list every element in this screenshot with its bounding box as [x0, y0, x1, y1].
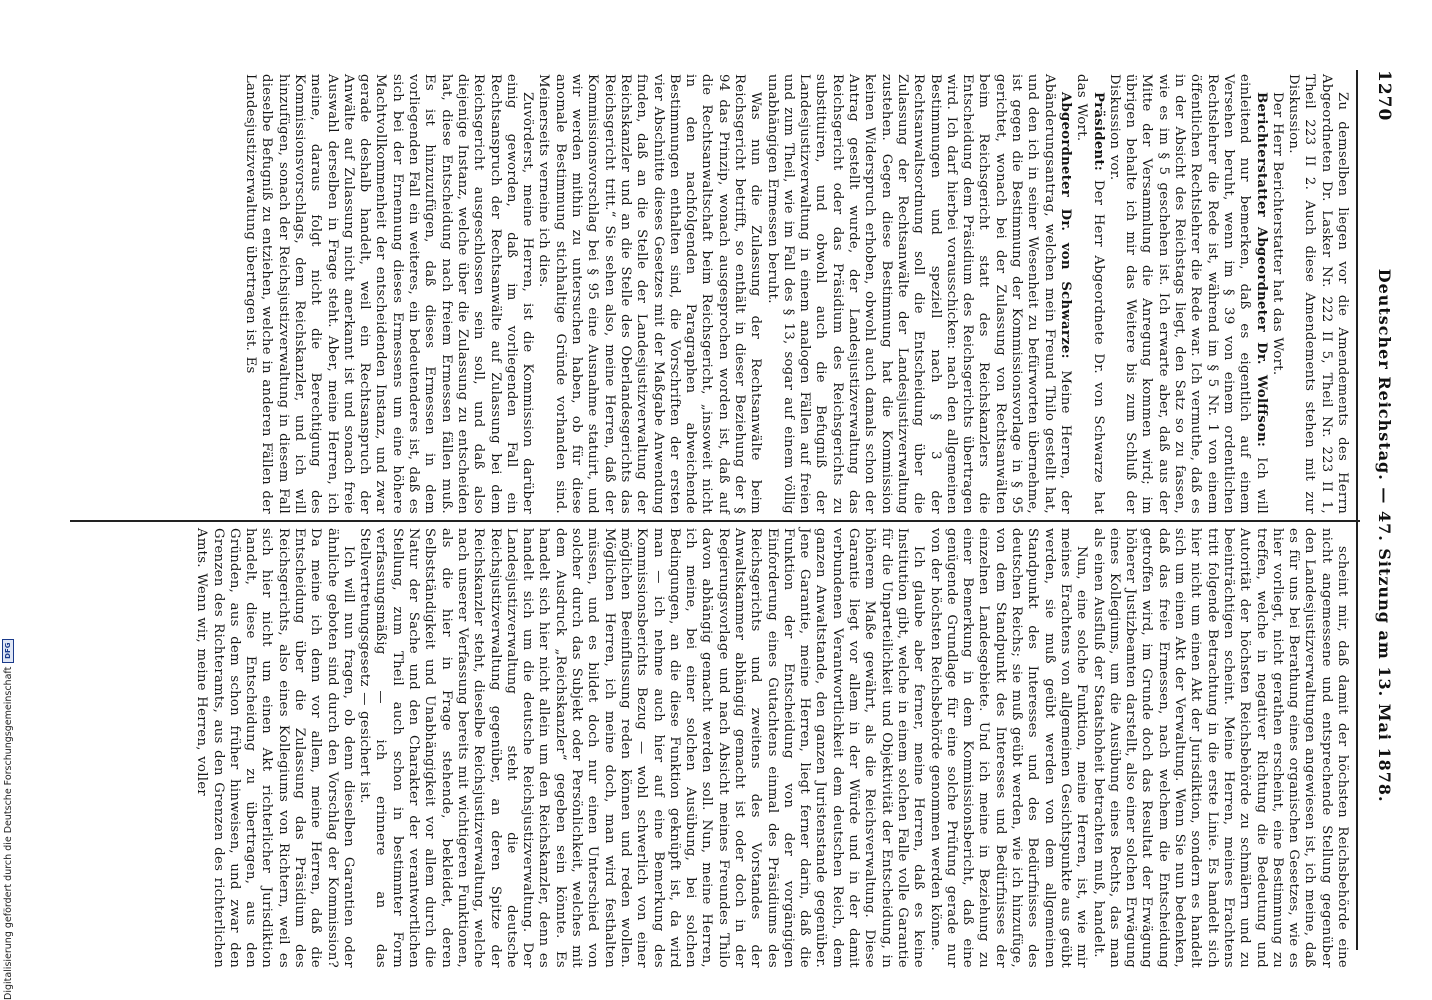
paragraph: [763, 74, 1073, 514]
paragraph: [356, 528, 926, 968]
column-divider: [70, 520, 1360, 522]
paragraph-text: Meine Herren, der Abänderungsantrag, welchen mein Freund Thilo gestellt hat, und den ich in seiner Wesenheit zu befürworten übernehme, ist gegen die Bestimmung der Kommissionsvorlage in § 95 gerichtet, wonach bei der Zulassung von Rechtsanwälten beim Reichsgericht statt des Reichskanzlers die Entscheidung dem Präsidium des Reichsgerichts übertragen wird. Ich darf hierbei vorausschicken: nach den allgemeinen Bestimmungen und speziell nach § 3 der Rechtsanwaltsordnung soll die Entscheidung über die Zulassung der Rechtsanwälte der Landesjustizverwaltung zustehen. Gegen diese Bestimmung hat die Kommission keinen Widerspruch erhoben, obwohl auch damals schon der Antrag gestellt wurde, der Landesjustizverwaltung das Reichsgericht oder das Präsidium des Reichsgerichts zu substituiren, und obwohl auch die Befugniß der Landesjustizverwaltung in einem analogen Fällen auf freien und zum Theil, wie im Fall des § 13, sogar auf einem völlig unabhängigen Ermessen beruht.: [764, 74, 1073, 514]
speaker-name: Abgeordneter Dr. von Schwarze:: [1057, 92, 1073, 371]
paragraph: [242, 74, 535, 514]
paragraph-text: Ich will einleitend nur bemerken, daß es eigentlich auf einem Versehen beruht, wenn im § 39 von einem ordentlichen Rechtslehrer die Rede ist, während im § 5 Nr. 1 von einem öffentlichen Rechtslehrer die Rede war. Ich vermuthe, daß es in der Absicht des Reichstags liegt, den Satz so zu fassen, wie es im § 5 geschehen ist. Ich erwarte aber, daß aus der Mitte der Versammlung die Anregung kommen wird; im übrigen behalte ich mir das Weitere bis zum Schluß der Diskussion vor.: [1106, 74, 1269, 514]
dfg-logo-icon: DFG: [2, 639, 14, 663]
paragraph: [1106, 74, 1269, 514]
paragraph-text: scheint mir, daß damit der höchsten Reichsbehörde eine nicht angemessene und entsprechende Stellung gegenüber den Landesjustizverwaltungen angewiesen ist, ich meine, daß es für uns bei Berathung eines organischen Gesetzes, wie es hier vorliegt, nicht gerathen erscheint, eine Bestimmung zu treffen, welche in negativer Richtung die Bedeutung und Autorität der höchsten Reichsbehörde zu schmälern und zu beeinträchtigen scheint. Meine Herren, meines Erachtens tritt folgende Betrachtung in die erste Linie. Es handelt sich hier nicht um einen Akt der Jurisdiktion, sondern es handelt sich um einen Akt der Verwaltung. Wenn Sie nun bedenken, daß das freie Ermessen, nach welchem die Entscheidung getroffen wird, im Grunde doch das Resultat der Erwägung höherer Justizbeamten darstellt, also einer solchen Erwägung eines Kollegiums, um die Ausübung eines Rechts, das man als einen Ausfluß der Staatshoheit betrachten muß, handelt.: [1090, 528, 1350, 968]
speaker-name: Berichterstatter Abgeordneter Dr. Wolffson:: [1253, 92, 1269, 458]
paragraph: [193, 528, 356, 968]
paragraph: [535, 74, 763, 514]
paragraph-text: Der Herr Abgeordnete Dr. von Schwarze hat das Wort.: [1074, 74, 1106, 514]
paragraph: [1073, 74, 1106, 514]
running-header-text: [1374, 70, 1394, 950]
text-column-right: [100, 528, 1350, 968]
paragraph-text: Zu demselben liegen vor die Amendements des Herrn Abgeordneten Dr. Lasker Nr. 222 II 5, Theil Nr. 223 II 1, Theil 223 II 2. Auch diese Amendements stehen mit zur Diskussion.: [1286, 74, 1350, 514]
paragraph: [1089, 528, 1350, 968]
paragraph: [1285, 74, 1350, 514]
paragraph-text: Der Herr Berichterstatter hat das Wort.: [1269, 92, 1285, 376]
text-column-left: [100, 74, 1350, 514]
digitization-note: [2, 600, 14, 1000]
paragraph: [1269, 74, 1285, 514]
paragraph-text: Was nun die Zulassung der Rechtsanwälte beim Reichsgericht betrifft, so enthält in dieser Beziehung der § 94 das Prinzip, wonach ausgesprochen worden ist, daß auf die Rechtsanwaltschaft beim Reichsgericht, „insoweit nicht in den nachfolgenden Paragraphen abweichende Bestimmungen enthalten sind, die Vorschriften der ersten vier Abschnitte dieses Gesetzes mit der Maßgabe Anwendung finden, daß an die Stelle der Landesjustizverwaltung der Reichskanzler und an die Stelle des Oberlandesgerichts das Reichsgericht tritt.“ Sie sehen also, meine Herren, daß der Kommissionsvorschlag bei § 95 eine Ausnahme statuirt, und wir werden mithin zu untersuchen haben, ob für diese anomale Bestimmung stichhaltige Gründe vorhanden sind. Meinerseits verneine ich dies.: [536, 74, 764, 514]
running-header: [1356, 70, 1394, 950]
paragraph-text: Ich will nun fragen, ob denn dieselben Garantien oder ähnliche geboten sind durch den Vorschlag der Kommission? Da meine ich denn vor allem, meine Herren, daß die Entscheidung über die Zulassung das Präsidium des Reichsgerichts, also eines Kollegiums von Richtern, weil es sich hier nicht um einen Akt richterlicher Jurisdiktion handelt, diese Entscheidung zu übertragen, aus den Gründen, aus dem schon früher hinweisen, und zwar den Grenzen des Richteramts, aus den Grenzen des richterlichen Amts. Wenn wir, meine Herren, voller: [194, 528, 356, 968]
speaker-name: Präsident:: [1090, 92, 1106, 180]
digitization-note-text: Digitalisierung gefördert durch die Deutsche Forschungsgemeinschaft: [2, 666, 14, 1000]
paragraph-text: Nun, eine solche Funktion, meine Herren, ist, wie mir meines Erachtens von allgemeinen Gesichtspunkte aus geübt werden, sie muß geübt werden von dem allgemeinen Standpunkt des Interesses und des Bedürfnisses des deutschen Reichs; sie muß geübt werden, wie ich hinzufüge, von dem Standpunkt des Interesses und Bedürfnisses der einzelnen Landesgebiete. Und ich meine in Beziehung zu einer Bemerkung in dem Kommissionsbericht, daß eine genügende Grundlage für eine solche Prüfung gerade nur von der höchsten Reichsbehörde genommen werden könne.: [927, 528, 1090, 968]
header-title: Deutscher Reichstag. — 47. Sitzung am 13. Mai 1878.: [1375, 268, 1394, 803]
paragraph-text: Zuvörderst, meine Herren, ist die Kommission darüber einig geworden, daß im vorliegenden Fall ein Rechtsanspruch der Rechtsanwälte auf Zulassung bei dem Reichsgericht ausgeschlossen sein soll, und daß also diejenige Instanz, welche über die Zulassung zu entscheiden hat, diese Entscheidung nach freiem Ermessen fällen muß. Es ist hinzuzufügen, daß dieses Ermessen in dem vorliegenden Fall ein weiteres, ein bedeutenderes ist, daß es sich bei der Ernennung dieses Ermessens um eine höhere Machtvollkommenheit der entscheidenden Instanz, und zwar gerade deshalb handelt, weil ein Rechtsanspruch der Anwälte auf Zulassung nicht anerkannt ist und sonach freie Auswahl derselben in Frage steht. Aber, meine Herren, ich meine, daraus folgt nicht die Berechtigung des Kommissionsvorschlags, dem Reichskanzler, und ich will hinzufügen, sonach der Reichsjustizverwaltung in diesem Fall dieselbe Befugniß zu entziehen, welche in anderen Fällen der Landesjustizverwaltung übertragen ist. Es: [243, 74, 536, 514]
page-number: 1270: [1374, 70, 1394, 122]
paragraph: [926, 528, 1089, 968]
paragraph-text: Ich glaube aber ferner, meine Herren, daß es keine Institution gibt, welche in einem solchen Falle volle Garantie für die Unparteilichkeit und Objektivität der Entscheidung, in höherem Maße gewährt, als die Reichsverwaltung. Diese Garantie liegt vor allem in der Würde und in der damit verbundenen Verantwortlichkeit dem deutschen Reich, dem ganzen Anwaltstande, den ganzen Juristenstande gegenüber. Jene Garantie, meine Herren, liegt ferner darin, daß die Funktion der Entscheidung von der vorgängigen Einforderung eines Gutachtens einmal des Präsidiums des Reichsgerichts und zweitens des Vorstandes der Anwaltskammer abhängig gemacht ist oder doch in der Regierungsvorlage und nach Absicht meines Freundes Thilo davon abhängig gemacht werden soll. Nun, meine Herren, ich meine, bei einer solchen Ausübung, bei solchen Bedingungen, an die diese Funktion geknüpft ist, da wird man — ich nehme auch hier auf eine Bemerkung des Kommissionsberichts Bezug — wohl schwerlich von einer möglichen Beeinflussung reden können und reden wollen. Möglichen Herren, ich meine doch, man wird festhalten müssen, und es bildet doch nur einen Unterschied von solcher durch das Subjekt oder Persönlichkeit, welches mit dem Ausdruck „Reichskanzler“ gegeben sein könnte. Es handelt sich hier nicht allein um den Reichskanzler, denn es handelt sich um die deutsche Reichsjustizverwaltung. Der Landesjustizverwaltung steht die deutsche Reichsjustizverwaltung gegenüber, an deren Spitze der Reichskanzler steht, dieselbe Reichsjustizverwaltung, welche nach unserer Verfassung bereits mit wichtigeren Funktionen, als die hier in Frage stehende, bekleidet, deren Selbstständigkeit und Unabhängigkeit vor allem durch die Natur der Sache und den Charakter der verantwortlichen Stellung, zum Theil auch schon in bestimmter Form verfassungsmäßig — ich erinnere an das Stellvertretungsgesetz — gesichert ist.: [357, 528, 927, 968]
